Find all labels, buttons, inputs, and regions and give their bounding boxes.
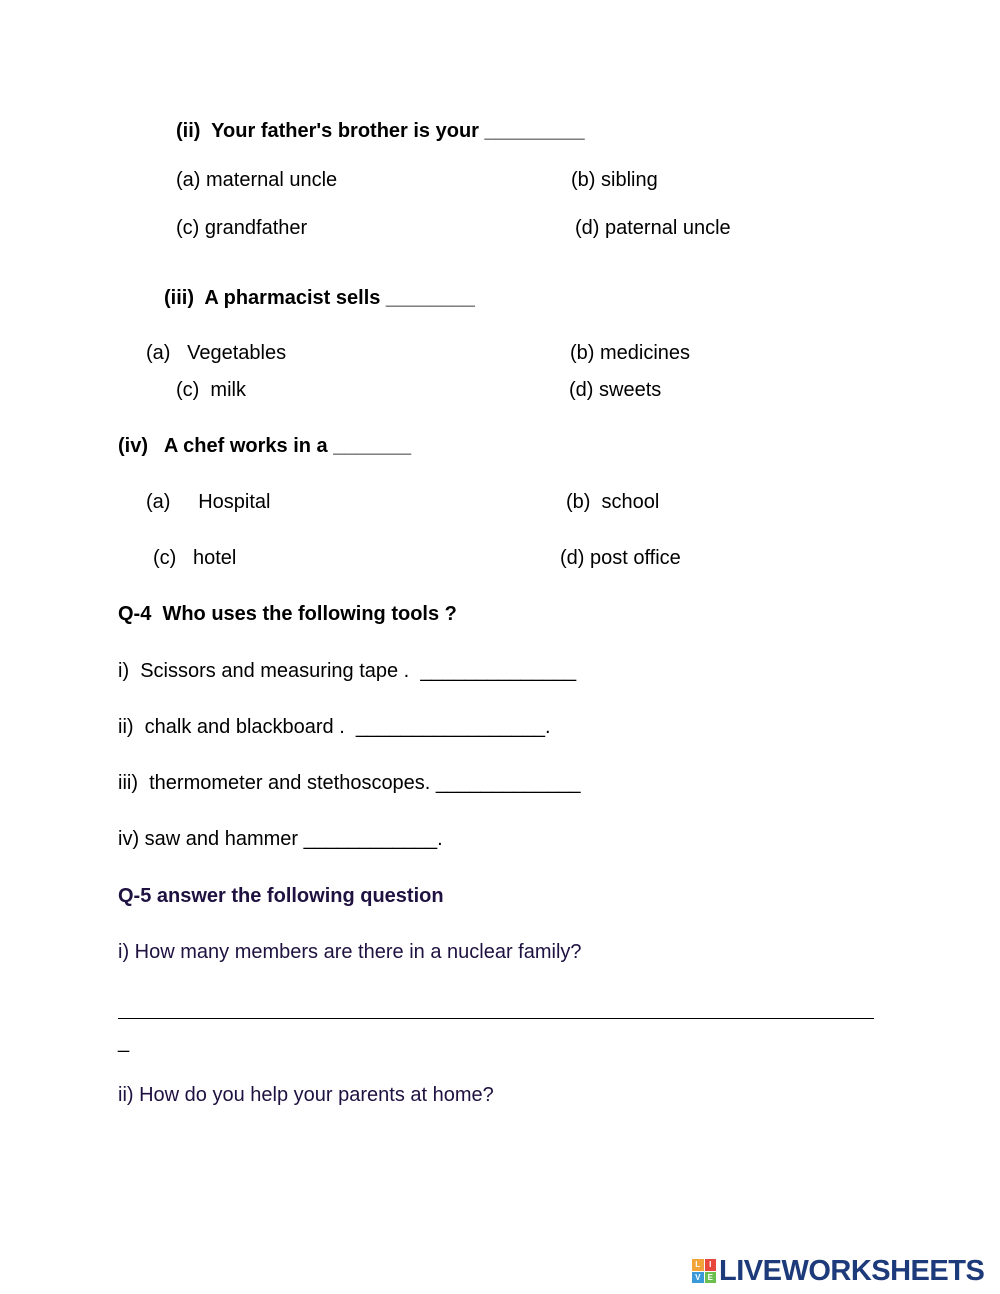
option-iii-d: (d) sweets	[569, 379, 662, 401]
question-iv: (iv) A chef works in a _______	[118, 435, 412, 457]
q4-item-4: iv) saw and hammer ____________.	[118, 828, 443, 850]
q5-title: Q-5 answer the following question	[118, 885, 444, 907]
liveworksheets-brand	[692, 1254, 984, 1288]
question-iii: (iii) A pharmacist sells ________	[164, 287, 475, 309]
brand-name: LIVEWORKSHEETS	[719, 1255, 985, 1287]
answer-line-tail: _	[118, 1031, 130, 1053]
q4-item-1: i) Scissors and measuring tape . ______________	[118, 660, 577, 682]
option-iii-c: (c) milk	[176, 379, 246, 401]
logo-letter: V	[692, 1272, 704, 1284]
logo-letter: I	[705, 1259, 717, 1271]
logo-letter: E	[705, 1272, 717, 1284]
q4-item-2: ii) chalk and blackboard . _________________.	[118, 716, 551, 738]
option-ii-c: (c) grandfather	[176, 217, 308, 239]
q5-question-1: i) How many members are there in a nuclear family?	[118, 941, 582, 963]
q4-title: Q-4 Who uses the following tools ?	[118, 603, 457, 625]
logo-letter: L	[692, 1259, 704, 1271]
option-iv-c: (c) hotel	[153, 547, 237, 569]
option-ii-b: (b) sibling	[571, 169, 658, 191]
option-ii-d: (d) paternal uncle	[575, 217, 731, 239]
option-iv-a: (a) Hospital	[146, 491, 271, 513]
option-ii-a: (a) maternal uncle	[176, 169, 338, 191]
option-iii-a: (a) Vegetables	[146, 342, 287, 364]
option-iv-d: (d) post office	[560, 547, 681, 569]
option-iv-b: (b) school	[566, 491, 660, 513]
answer-line	[118, 1018, 874, 1019]
question-ii: (ii) Your father's brother is your _________	[176, 120, 585, 142]
option-iii-b: (b) medicines	[570, 342, 691, 364]
q4-item-3: iii) thermometer and stethoscopes. _____________	[118, 772, 581, 794]
q5-question-2: ii) How do you help your parents at home?	[118, 1084, 494, 1106]
liveworksheets-logo-icon	[692, 1259, 716, 1283]
